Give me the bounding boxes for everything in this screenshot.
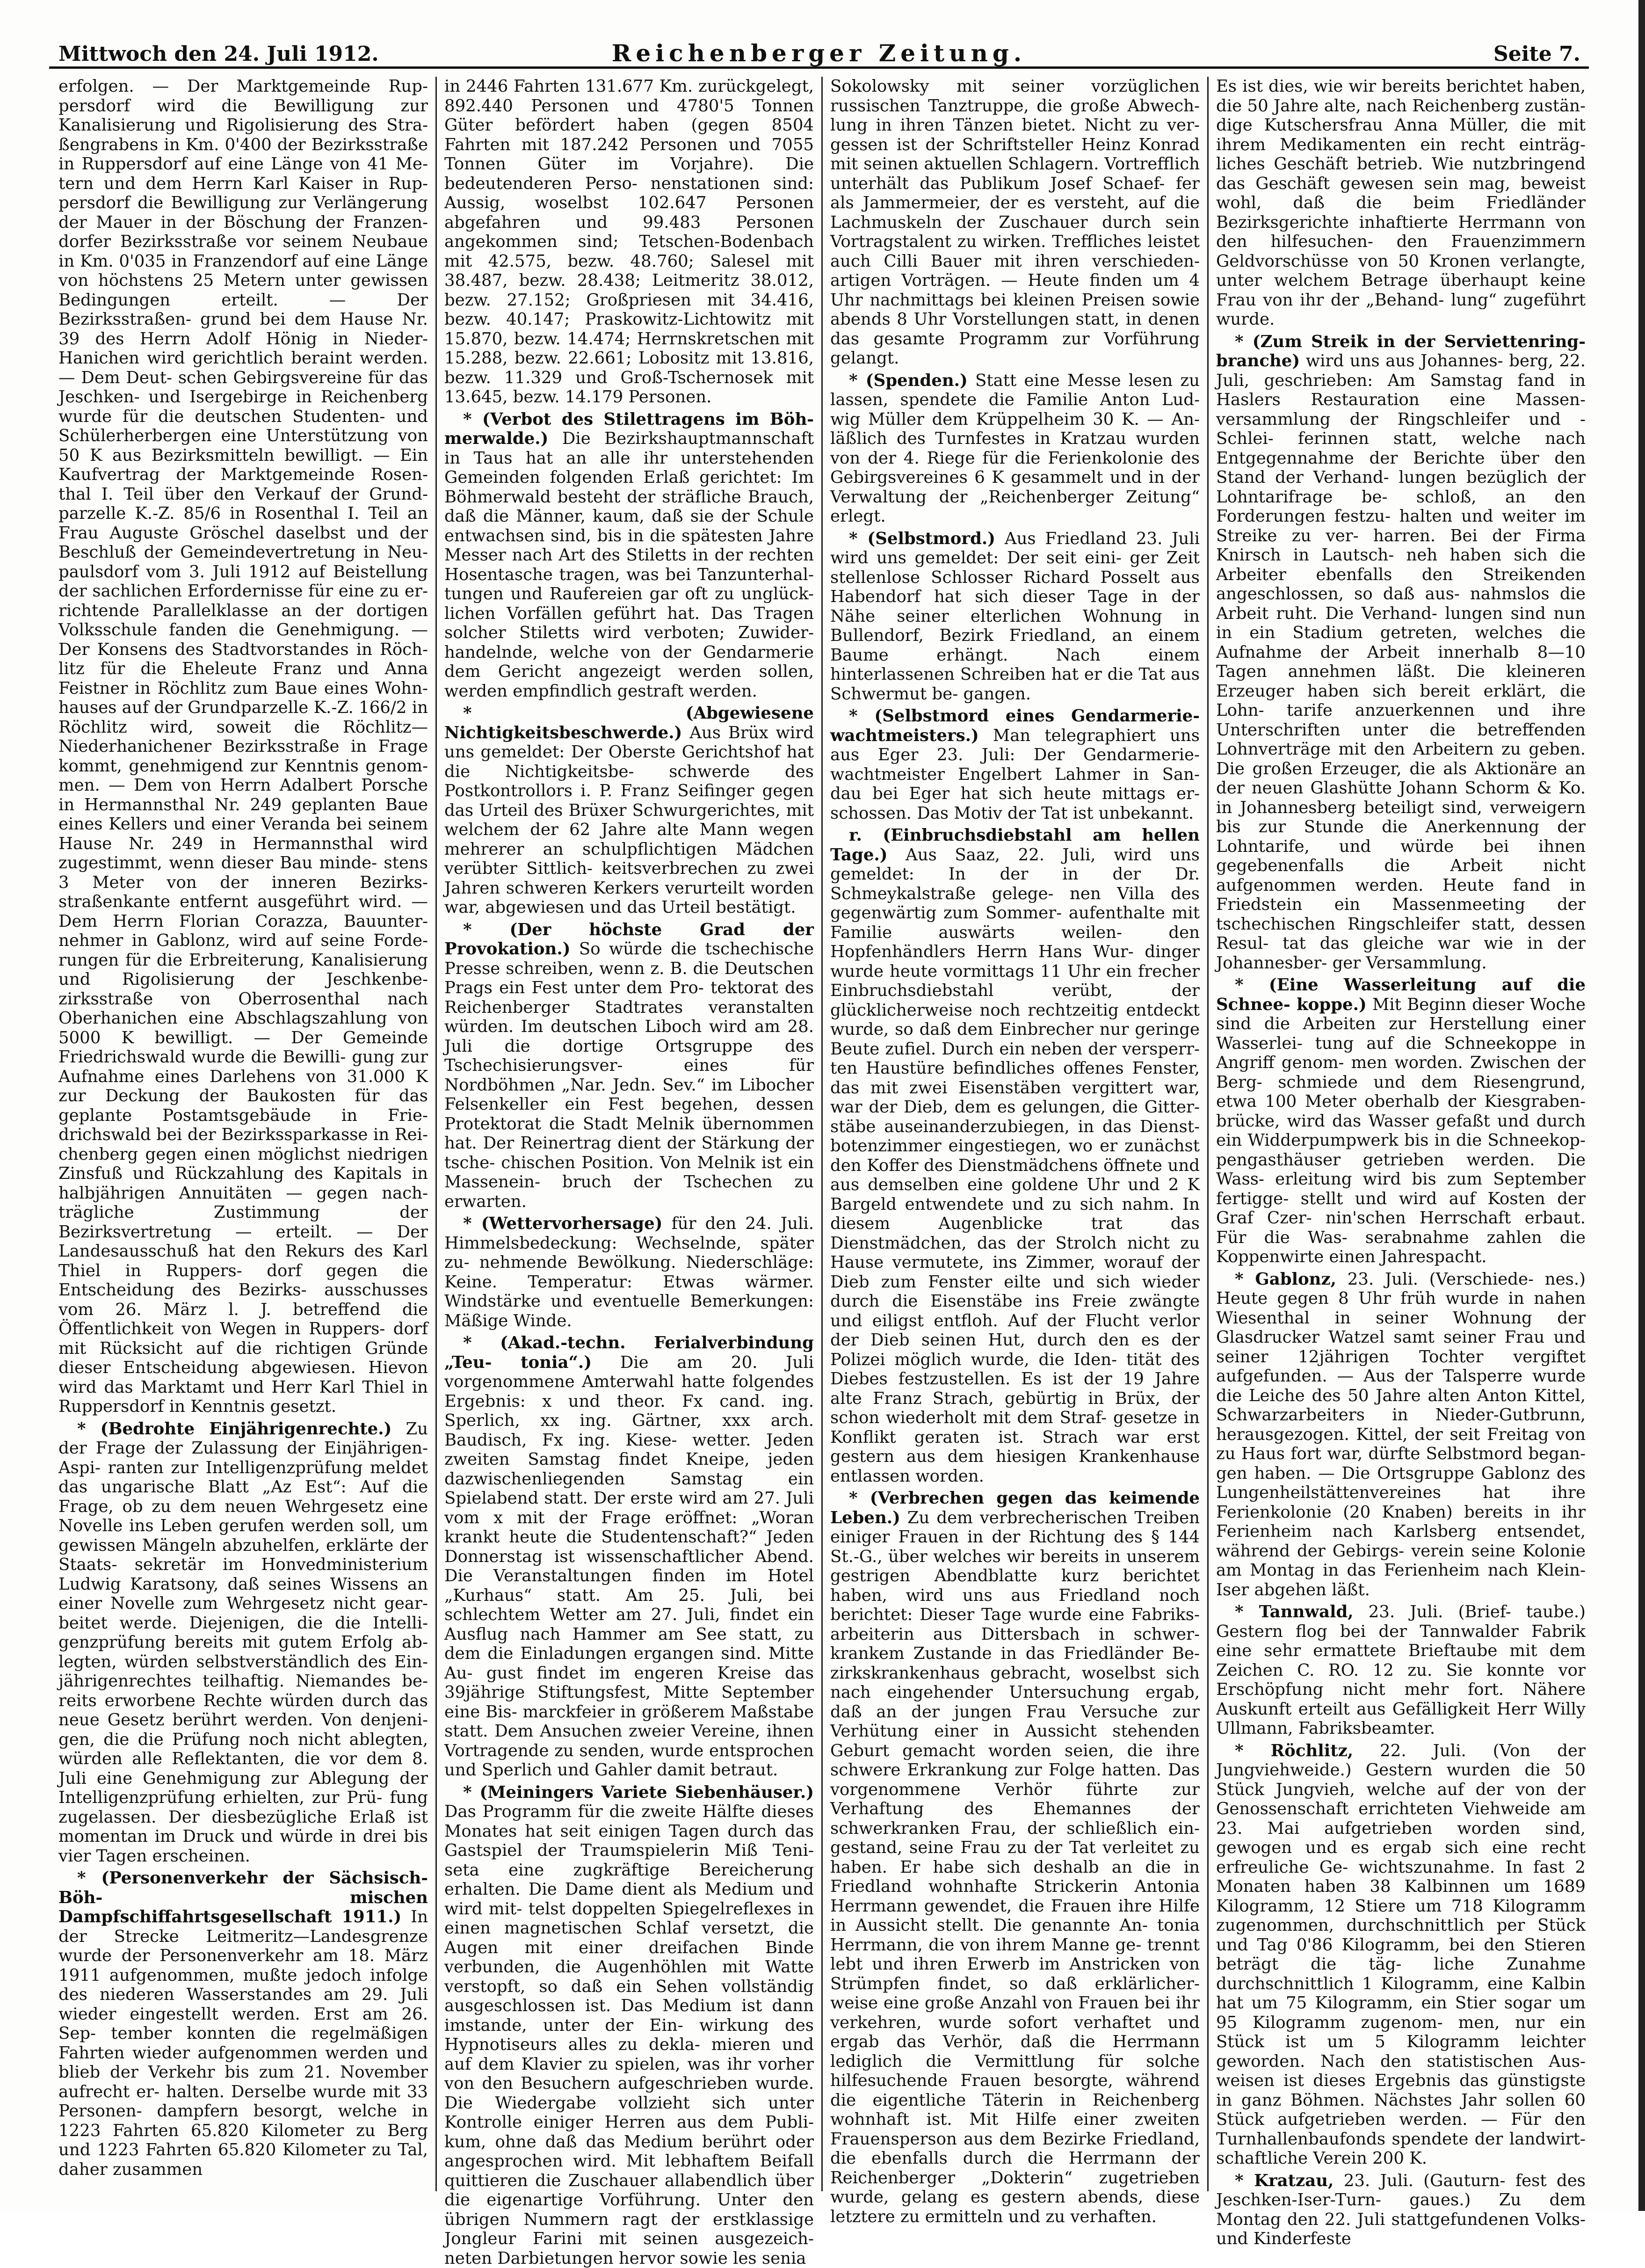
article-text: Zu der Frage der Zulassung der Einjährigen-Aspi- ranten zur Intelligenzprüfung meldet das ungarische Blatt „Az Est“: Auf die Frage, ob zu dem neuen Wehrgesetz eine Novelle ins Leben gerufen werden soll, um gewissen Mängeln abzuhelfen, erklärte der Staats- sekretär im Honvedministerium Ludwig Karatsony, daß seines Wissens an einer Novelle zum Wehrgesetz nicht gear- beitet werde. Diejenigen, die die Intelli- genzprüfung bereits mit gutem Erfolg ab- legten, würden selbstverständlich des Ein- jährigenrechtes teilhaftig. Niemandes be- reits erworbene Rechte würden durch das neue Gesetz berührt werden. Von denjeni- gen, die die Prüfung noch nicht ablegten, würden alle Reflektanten, die vor dem 8. Juli eine Genehmigung zur Ablegung der Intelligenzprüfung erhielten, zur Prü- fung zugelassen. Der diesbezügliche Erlaß ist momentan im Druck und würde in drei bis vier Tagen erscheinen. — [58, 1419, 428, 1866]
article-text: In der Strecke Leitmeritz—Landesgrenze wurde der Personenverkehr am 18. März 1911 aufgenommen, mußte jedoch infolge des niederen Wasserstandes am 29. Juli wieder eingestellt werden. Erst am 26. Sep- tember konnten die regelmäßigen Fahrten wieder aufgenommen werden und blieb der Verkehr bis zum 21. November aufrecht er- halten. Derselbe wurde mit 33 Personen- dampfern besorgt, welche in 1223 Fahrten 65.820 Kilometer zu Berg und 1223 Fahrten 65.820 Kilometer zu Tal, daher zusammen — [58, 1907, 428, 2179]
column-divider — [435, 77, 437, 2191]
article — [1216, 2171, 1586, 2249]
article — [1216, 975, 1586, 1267]
column-3 — [830, 77, 1200, 2191]
article-heading: * (Wettervorhersage) — [463, 1214, 662, 1233]
article-text: Mit Beginn dieser Woche sind die Arbeiten zur Herstellung einer Wasserlei- tung auf die Schneekoppe in Angriff genom- men worden. Zwischen der Berg- schmiede und dem Riesengrund, etwa 100 Meter oberhalb der Kiesgraben- brücke, wird das Wasser gefaßt und durch ein Widderpumpwerk bis in die Schneekop- pengasthäuser getrieben werden. Die Wass- erleitung wird bis zum September fertigge- stellt und wird auf Kosten der Graf Czer- nin'schen Herrschaft erbaut. Für die Was- serabnahme zahlen die Koppenwirte einen Jahrespacht. — [1216, 995, 1586, 1267]
article-text: Es ist dies, wie wir bereits berichtet haben, die 50 Jahre alte, nach Reichenberg zustän- dige Kutschersfrau Anna Müller, die mit ihrem Medikamenten ein recht einträg- liches Geschäft betrieb. Wie nutzbringend das Geschäft gewesen sein mag, beweist wohl, daß die beim Friedländer Bezirksgerichte inhaftierte Herrmann von den hilfesuchen- den Frauenzimmern Geldvorschüsse von 50 Kronen verlangte, unter welchem Betrage überhaupt keine Frau von ihr der „Behand- lung“ zugeführt wurde. — [1216, 77, 1586, 329]
article-text: Man telegraphiert uns aus Eger 23. Juli: Der Gendarmerie- wachtmeister Engelbert Lahmer in San- dau bei Eger hat sich heute mittags er- schossen. Das Motiv der Tat ist unbekannt. — [830, 726, 1200, 823]
article-text: Sokolowsky mit seiner vorzüglichen russischen Tanztruppe, die große Abwech- lung in ihren Tänzen bietet. Nicht zu ver- gessen ist der Schriftsteller Heinz Konrad mit seinen aktuellen Schlagern. Vortrefflich unterhält das Publikum Josef Schaef- fer als Jammermeier, der es versteht, auf die Lachmuskeln der Zuschauer durch sein Vortragstalent zu wirken. Treffliches leistet auch Cilli Bauer mit ihren verschieden- artigen Vorträgen. — Heute finden um 4 Uhr nachmittags bei kleinen Preisen sowie abends 8 Uhr Vorstellungen statt, in denen das gesamte Programm zur Vorführung gelangt. — [830, 77, 1200, 368]
article-heading: * (Abgewiesene Nichtigkeitsbeschwerde.) — [444, 704, 814, 742]
article-text: So würde die tschechische Presse schreiben, wenn z. B. die Deutschen Prags ein Fest unter dem Pro- tektorat des Reichenberger Stadtrates veranstalten würden. Im deutschen Liboch wird am 28. Juli die dortige Ortsgruppe des Tschechisierungsver- eines für Nordböhmen „Nar. Jedn. Sev.“ im Libocher Felsenkeller ein Fest begehen, dessen Protektorat die Stadt Melnik übernommen hat. Der Reinertrag dient der Stärkung der tsche- chischen Position. Von Melnik ist ein Massenein- bruch der Tschechen zu erwarten. — [444, 939, 814, 1211]
article-text: 22. Juli. (Von der Jungviehweide.) Gestern wurden die 50 Stück Jungvieh, welche auf der von der Genossenschaft errichteten Viehweide am 23. Mai aufgetrieben worden sind, gewogen und es ergab sich eine recht erfreuliche Ge- wichtszunahme. In fast 2 Monaten haben 38 Kalbinnen um 1689 Kilogramm, 12 Stiere um 718 Kilogramm zugenommen, durchschnittlich per Stück und Tag 0'86 Kilogramm, bei den Stieren beträgt die täg- liche Zunahme durchschnittlich 1 Kilogramm, eine Kalbin hat um 75 Kilogramm, ein Stier sogar um 95 Kilogramm zugenom- men, nur ein Stück ist um 5 Kilogramm leichter geworden. Nach den statistischen Aus- weisen ist dieses Ergebnis das günstigste in ganz Böhmen. Nächstes Jahr sollen 60 Stück aufgetrieben werden. — Für den Turnhallenbaufonds spendete der landwirt- schaftliche Verein 200 K. — [1216, 1741, 1586, 2168]
issue-date: Mittwoch den 24. Juli 1912. — [58, 42, 379, 66]
article — [830, 371, 1200, 526]
article-heading: * Gablonz, — [1235, 1270, 1336, 1289]
article — [444, 1333, 814, 1780]
article-text: erfolgen. — Der Marktgemeinde Rup- persdorf wird die Bewilligung zur Kanalisierung und Rigolisierung des Stra- ßengrabens in Km. 0'400 der Bezirksstraße in Ruppersdorf auf eine Länge von 41 Me- tern und dem Herrn Karl Kaiser in Rup- persdorf die Bewilligung zur Verlängerung der Mauer in der Böschung der Franzen- dorfer Bezirksstraße vor seinem Neubaue in Km. 0'035 in Franzendorf auf eine Länge von höchstens 25 Metern unter gewissen Bedingungen erteilt. — Der Bezirksstraßen- grund bei dem Hause Nr. 39 des Herrn Adolf Hönig in Nieder-Hanichen wird gerichtlich beraint werden. — Dem Deut- schen Gebirgsvereine für das Jeschken- und Isergebirge in Reichenberg wurde für die deutschen Studenten- und Schülerherbergen eine Unterstützung von 50 K aus Bezirksmitteln bewilligt. — Ein Kaufvertrag der Marktgemeinde Rosen- thal I. Teil über den Verkauf der Grund- parzelle K.-Z. 85/6 in Rosenthal I. Teil an Frau Auguste Gröschel daselbst und der Beschluß der Gemeindevertretung in Neu- paulsdorf vom 3. Juli 1912 auf Beistellung der sachlichen Erfordernisse für eine zu er- richtende Parallelklasse an der dortigen Volksschule fanden die Genehmigung. — Der Konsens des Stadtvorstandes in Röch- litz für die Eheleute Franz und Anna Feistner in Röchlitz zum Baue eines Wohn- hauses auf der Grundparzelle K.-Z. 166/2 in Röchlitz wird, soweit die Röchlitz— Niederhanichener Bezirksstraße in Frage kommt, genehmigend zur Kenntnis genom- men. — Dem von Herrn Adalbert Porsche in Hermannsthal Nr. 249 geplanten Baue eines Kellers und einer Veranda bei seinem Hause Nr. 249 in Hermannsthal wird zugestimmt, wenn dieser Bau minde- stens 3 Meter von der inneren Bezirks- straßenkante entfernt ausgeführt wird. — Dem Herrn Florian Corazza, Bauunter- nehmer in Gablonz, wird auf seine Forde- rungen für die Erbreiterung, Kanalisierung und Rigolisierung der Jeschkenbe- zirksstraße von Oberrosenthal nach Oberhanichen eine Abschlagszahlung von 5000 K bewilligt. — Der Gemeinde Friedrichswald wurde die Bewilli- gung zur Aufnahme eines Darlehens von 31.000 K zur Deckung der Baukosten für das geplante Postamtsgebäude in Frie- drichswald bei der Bezirkssparkasse in Rei- chenberg gegen einen möglichst niedrigen Zinsfuß und Rückzahlung des Kapitals in halbjährigen Annuitäten — gegen nach- trägliche Zustimmung der Bezirksvertretung — erteilt. — Der Landesausschuß hat den Rekurs des Karl Thiel in Ruppers- dorf gegen die Entscheidung des Bezirks- ausschusses vom 26. März l. J. betreffend die Öffentlichkeit von Wegen in Ruppers- dorf mit Rücksicht auf die richtigen Gründe dieser Entscheidung abgewiesen. Hievon wird das Marktamt und Herr Karl Thiel in Ruppersdorf in Kenntnis gesetzt. — [58, 77, 428, 1417]
article — [444, 1214, 814, 1330]
article-text: Statt eine Messe lesen zu lassen, spendete die Familie Anton Lud- wig Müller dem Krüppelheim 30 K. — An- läßlich des Turnfestes in Kratzau wurden von der 4. Riege für die Ferienkolonie des Gebirgsvereines 6 K gesammelt und in der Verwaltung der „Reichenberger Zeitung“ erlegt. — [830, 371, 1200, 526]
article — [830, 1489, 1200, 2226]
article — [444, 410, 814, 701]
article — [444, 704, 814, 917]
article-text: 23. Juli. (Gauturn- fest des Jeschken-Iser-Turn- gaues.) Zu dem Montag den 22. Juli stattgefundenen Volks- und Kinderfeste — [1216, 2171, 1586, 2249]
article-heading: * (Selbstmord.) — [849, 529, 995, 548]
article-heading: * Tannwald, — [1235, 1602, 1354, 1621]
article-heading: r. (Einbruchsdiebstahl am hellen Tage.) — [830, 826, 1200, 865]
article-heading: * (Akad.-techn. Ferialverbindung „Teu- tonia“.) — [444, 1333, 814, 1372]
masthead — [49, 39, 1589, 69]
article-heading: * Röchlitz, — [1235, 1741, 1353, 1760]
article — [58, 1419, 428, 1866]
article-heading: * (Verbrechen gegen das keimende Leben.) — [830, 1489, 1200, 1527]
article-text: in 2446 Fahrten 131.677 Km. zurückgelegt, 892.440 Personen und 4780'5 Tonnen Güter befördert haben (gegen 8504 Fahrten mit 187.242 Personen und 7055 Tonnen Güter im Vorjahre). Die bedeutenderen Perso- nenstationen sind: Aussig, woselbst 102.647 Personen abgefahren und 99.483 Personen angekommen sind; Tetschen-Bodenbach mit 42.575, bezw. 48.760; Salesel mit 38.487, bezw. 28.438; Leitmeritz 38.012, bezw. 27.152; Großpriesen mit 34.416, bezw. 40.147; Praskowitz-Lichtowitz mit 15.870, bezw. 14.474; Herrnskretschen mit 15.288, bezw. 22.661; Lobositz mit 13.816, bezw. 11.329 und Groß-Tschernosek mit 13.645, bezw. 14.179 Personen. — [444, 77, 814, 407]
article — [830, 529, 1200, 704]
article-text: Aus Brüx wird uns gemeldet: Der Oberste Gerichtshof hat die Nichtigkeitsbe- schwerde des Postkontrollors i. P. Franz Seifinger gegen das Urteil des Brüxer Schwurgerichtes, mit welchem der 62 Jahre alte Mann wegen mehrerer an schulpflichtigen Mädchen verübter Sittlich- keitsverbrechen zu zwei Jahren schweren Kerkers verurteilt worden war, abgewiesen und das Urteil bestätigt. — [444, 723, 814, 917]
article-text: Die am 20. Juli vorgenommene Amterwahl hatte folgendes Ergebnis: x und theor. Fx cand. ing. Sperlich, xx ing. Gärtner, xxx arch. Baudisch, Fx ing. Kiese- wetter. Jeden zweiten Samstag findet Kneipe, jeden dazwischenliegenden Samstag ein Spielabend statt. Der erste wird am 27. Juli vom x mit der Frage eröffnet: „Woran krankt heute die Studentenschaft?“ Jeden Donnerstag ist wissenschaftlicher Abend. Die Veranstaltungen finden im Hotel „Kurhaus“ statt. Am 25. Juli, bei schlechtem Wetter am 27. Juli, findet ein Ausflug nach Hammer am See statt, zu dem die Einladungen ergangen sind. Mitte Au- gust findet im engeren Kreise das 39jährige Stiftungsfest, Mitte September eine Bis- marckfeier in größerem Maßstabe statt. Dem Ansuchen zweier Vereine, ihnen Vortragende zu senden, wurde entsprochen und Sperlich und Gahler damit betraut. — [444, 1353, 814, 1780]
article-text: für den 24. Juli. Himmelsbedeckung: Wechselnde, später zu- nehmende Bewölkung. Niederschläge: Keine. Temperatur: Etwas wärmer. Windstärke und eventuelle Bemerkungen: Mäßige Winde. — [444, 1214, 814, 1330]
article — [1216, 1602, 1586, 1738]
article — [1216, 1270, 1586, 1600]
scan-edge — [1638, 0, 1645, 2211]
article — [830, 826, 1200, 1486]
article-heading: * (Verbot des Stilettragens im Böh- merwalde.) — [444, 410, 814, 449]
article-text: Zu dem verbrecherischen Treiben einiger Frauen in der Richtung des § 144 St.-G., über welches wir bereits in unserem gestrigen Abendblatte kurz berichtet haben, wird uns aus Friedland noch berichtet: Dieser Tage wurde eine Fabriks- arbeiterin aus Dittersbach in schwer- krankem Zustande in das Friedländer Be- zirkskrankenhaus gebracht, woselbst sich nach eingehender Untersuchung ergab, daß an der jungen Frau Versuche zur Verhütung einer in Aussicht stehenden Geburt gemacht worden seien, die ihre schwere Erkrankung zur Folge hatten. Das vorgenommene Verhör führte zur Verhaftung des Ehemannes der schwerkranken Frau, der schließlich ein- gestand, seine Frau zu der Tat verleitet zu haben. Er habe sich deshalb an die in Friedland wohnhafte Strickerin Antonia Herrmann gewendet, die Frauen ihre Hilfe in Aussicht stellt. Die genannte An- tonia Herrmann, die von ihrem Manne ge- trennt lebt und ihren Erwerb im Anstricken von Strümpfen findet, so daß erklärlicher- weise eine große Anzahl von Frauen bei ihr verkehren, wurde sofort verhaftet und ergab das Verhör, daß die Herrmann lediglich die Vermittlung für solche hilfesuchende Frauen besorgte, während die eigentliche Täterin in Reichenberg wohnhaft ist. Mit Hilfe einer zweiten Frauensperson aus dem Bezirke Friedland, die ebenfalls durch die Herrmann der Reichenberger „Dokterin“ zugetrieben wurde, gelang es gestern abends, diese letztere zu ermitteln und zu verhaften. — [830, 1508, 1200, 2226]
article-heading: * (Bedrohte Einjährigenrechte.) — [77, 1419, 391, 1439]
article — [58, 1868, 428, 2179]
article — [444, 1783, 814, 2268]
article-text: wird uns aus Johannes- berg, 22. Juli, geschrieben: Am Samstag fand in Haslers Restauration eine Massen- versammlung der Ringschleifer und -Schlei- ferinnen statt, welche nach Entgegennahme der Berichte über den Stand der Verhand- lungen bezüglich der Lohntarifrage be- schloß, an den Forderungen festzu- halten und weiter im Streike zu ver- harren. Bei der Firma Knirsch in Lautsch- neh haben sich die Arbeiter ebenfalls den Streikenden angeschlossen, so daß aus- nahmslos die Arbeit ruht. Die Verhand- lungen sind nun in ein Stadium getreten, welches die Aufnahme der Arbeit innerhalb 8—10 Tagen annehmen läßt. Die kleineren Erzeuger haben sich bereit erklärt, die Lohn- tarife anzuerkennen und ihre Unterschriften unter die betreffenden Lohnverträge mit den Arbeitern zu geben. Die großen Erzeuger, die als Aktionäre an der neuen Glashütte Johann Schorm & Ko. in Johannesberg beteiligt sind, verweigern bis zur Stunde die Anerkennung der Lohntarife, und würde bei ihnen gegebenenfalls die Arbeit nicht aufgenommen werden. Heute fand in Friedstein ein Massenmeeting der tschechischen Ringschleifer statt, dessen Resul- tat das gleiche war wie in der Johannesber- ger Versammlung. — [1216, 351, 1586, 973]
newspaper-title: Reichenberger Zeitung. — [49, 39, 1589, 67]
article-heading: * Kratzau, — [1235, 2171, 1333, 2190]
article-text: 23. Juli. (Brief- taube.) Gestern flog bei der Tannwalder Fabrik eine sehr ermattete Brieftaube mit dem Zeichen C. RO. 12 zu. Sie konnte vor Erschöpfung nicht mehr fort. Nähere Auskunft erteilt aus Gefälligkeit Herr Willy Ullmann, Fabriksbeamter. — [1216, 1602, 1586, 1738]
column-4 — [1216, 77, 1586, 2191]
article-heading: * (Personenverkehr der Sächsisch-Böh- mischen Dampfschiffahrtsgesellschaft 1911.) — [58, 1868, 428, 1926]
article-heading: * (Meiningers Variete Siebenhäuser.) — [463, 1783, 814, 1802]
article-heading: * (Der höchste Grad der Provokation.) — [444, 920, 814, 959]
article-heading: * (Zum Streik in der Serviettenring- branche) — [1216, 332, 1586, 371]
article — [830, 706, 1200, 823]
page-number: Seite 7. — [1493, 42, 1580, 66]
column-divider — [821, 77, 823, 2191]
article-heading: * (Eine Wasserleitung auf die Schnee- koppe.) — [1216, 975, 1586, 1014]
article-text: Aus Friedland 23. Juli wird uns gemeldet: Der seit eini- ger Zeit stellenlose Schlosser Richard Posselt aus Habendorf hat sich dieser Tage in der Nähe seiner elterlichen Wohnung in Bullendorf, Bezirk Friedland, an einem Baume erhängt. Nach einem hinterlassenen Schreiben hat er die Tat aus Schwermut be- gangen. — [830, 529, 1200, 704]
article-text: Die Bezirkshauptmannschaft in Taus hat an alle ihr unterstehenden Gemeinden folgenden Erlaß gerichtet: Im Böhmerwald besteht der sträfliche Brauch, daß die Männer, kaum, daß sie der Schule entwachsen sind, bis in die spätesten Jahre Messer nach Art des Stiletts in der rechten Hosentasche tragen, was bei Tanzunterhal- tungen und Raufereien gar oft zu unglück- lichen Vorfällen geführt hat. Das Tragen solcher Stiletts wird verboten; Zuwider- handelnde, welche von der Gendarmerie dem Gericht angezeigt werden sollen, werden empfindlich gestraft werden. — [444, 429, 814, 701]
article-text: Aus Saaz, 22. Juli, wird uns gemeldet: In der in der Dr. Schmeykalstraße gelege- nen Villa des gegenwärtig zum Sommer- aufenthalte mit Familie auswärts weilen- den Hopfenhändlers Herrn Hans Wur- dinger wurde heute vormittags 11 Uhr ein frecher Einbruchsdiebstahl verübt, der glücklicherweise noch rechtzeitig entdeckt wurde, so daß dem Einbrecher nur geringe Beute zufiel. Durch ein neben der versperr- ten Haustüre befindliches offenes Fenster, das mit zwei Eisenstäben vergittert war, war der Dieb, dem es gelungen, die Gitter- stäbe auseinanderzubiegen, in das Dienst- botenzimmer eingestiegen, wo er zunächst den Koffer des Dienstmädchens öffnete und aus demselben eine goldene Uhr und 2 K Bargeld entwendete und zu sich nahm. In diesem Augenblicke trat das Dienstmädchen, das der Strolch nicht zu Hause vermutete, ins Zimmer, worauf der Dieb zum Fenster eilte und sich wieder durch die Eisenstäbe ins Freie zwängte und eiligst entfloh. Auf der Flucht verlor der Dieb seinen Hut, durch den es der Polizei möglich wurde, die Iden- tität des Diebes festzustellen. Es ist der 19 Jahre alte Franz Strach, gebürtig in Brüx, der schon wiederholt mit dem Straf- gesetze in Konflikt geraten ist. Strach war erst gestern aus dem hiesigen Krankenhause entlassen worden. — [830, 845, 1200, 1486]
column-divider — [1207, 77, 1209, 2191]
article-heading: * (Spenden.) — [849, 371, 968, 390]
article — [444, 920, 814, 1212]
article — [1216, 1741, 1586, 2168]
column-1 — [58, 77, 428, 2191]
article-heading: * (Selbstmord eines Gendarmerie- wachtmeisters.) — [830, 706, 1200, 745]
article-text: Das Programm für die zweite Hälfte dieses Monates hat seit einigen Tagen durch das Gastspiel der Traumspielerin Miß Teni- seta eine zugkräftige Bereicherung erhalten. Die Dame dient als Medium und wird mit- telst doppelten Spiegelreflexes in einen magnetischen Schlaf versetzt, die Augen mit einer dreifachen Binde verbunden, die Augenhöhlen mit Watte verstopft, so daß ein Sehen vollständig ausgeschlossen ist. Das Medium ist dann imstande, unter der Ein- wirkung des Hypnotiseurs alles zu dekla- mieren und auf dem Klavier zu spielen, was ihr vorher von den Besuchern aufgeschrieben wurde. Die Wiedergabe vollzieht sich unter Kontrolle einiger Herren aus dem Publi- kum, ohne daß das Medium berührt oder angesprochen wird. Mit lebhaftem Beifall quittieren die Zuschauer allabendlich über die eigenartige Vorführung. Unter den übrigen Nummern ragt der erstklassige Jongleur Farini mit seinen ausgezeich- neten Darbietungen hervor sowie les senia — [444, 1802, 814, 2268]
article — [1216, 332, 1586, 973]
column-2 — [444, 77, 814, 2191]
columns — [49, 77, 1589, 2191]
article-text: 23. Juli. (Verschiede- nes.) Heute gegen 8 Uhr früh wurde in nahen Wiesenthal in seiner Wohnung der Glasdrucker Watzel samt seiner Frau und seiner 12jährigen Tochter vergiftet aufgefunden. — Aus der Talsperre wurde die Leiche des 50 Jahre alten Anton Kittel, Schwarzarbeiters in Nieder-Gutbrunn, herausgezogen. Kittel, der seit Freitag von zu Haus fort war, dürfte Selbstmord began- gen haben. — Die Ortsgruppe Gablonz des Lungenheilstättenvereines hat ihre Ferienkolonie (20 Knaben) bereits in ihr Ferienheim nach Karlsberg entsendet, während der Gebirgs- verein seine Kolonie am Montag in das Ferienheim nach Klein-Iser abgehen läßt. — [1216, 1270, 1586, 1599]
